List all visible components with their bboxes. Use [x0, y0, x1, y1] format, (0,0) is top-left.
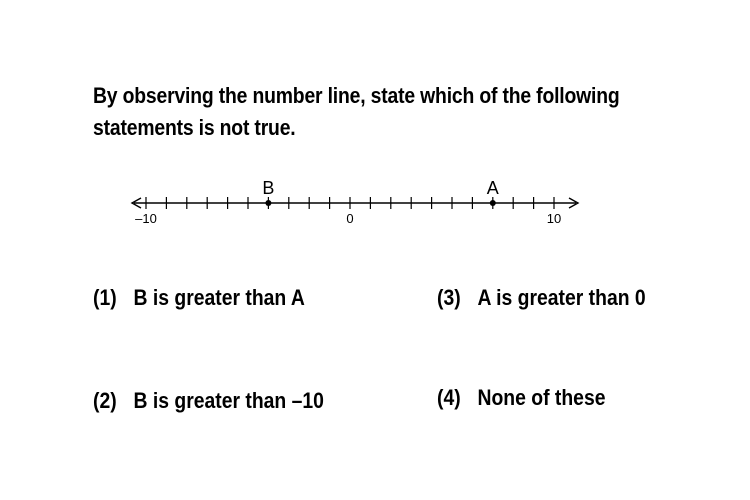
option-4-number: (4) — [437, 385, 461, 410]
point-marker — [490, 200, 496, 206]
question-line-2: statements is not true. — [93, 115, 296, 140]
tick-label: –10 — [135, 211, 157, 226]
option-3-number: (3) — [437, 285, 461, 310]
option-1-number: (1) — [93, 285, 117, 310]
tick-label: 0 — [346, 211, 354, 226]
option-3[interactable] — [437, 285, 646, 311]
option-3-text: A is greater than 0 — [477, 285, 646, 310]
point-label: A — [486, 178, 499, 198]
option-1[interactable] — [93, 285, 305, 311]
tick-label: 10 — [546, 211, 562, 226]
option-2-number: (2) — [93, 388, 117, 413]
question-line-1: By observing the number line, state which of the following — [93, 83, 620, 108]
option-1-text: B is greater than A — [133, 285, 305, 310]
option-4[interactable] — [437, 385, 605, 411]
option-2-text: B is greater than –10 — [133, 388, 324, 413]
point-marker — [265, 200, 271, 206]
option-2[interactable] — [93, 388, 324, 414]
option-4-text: None of these — [477, 385, 606, 410]
point-label: B — [262, 178, 275, 198]
